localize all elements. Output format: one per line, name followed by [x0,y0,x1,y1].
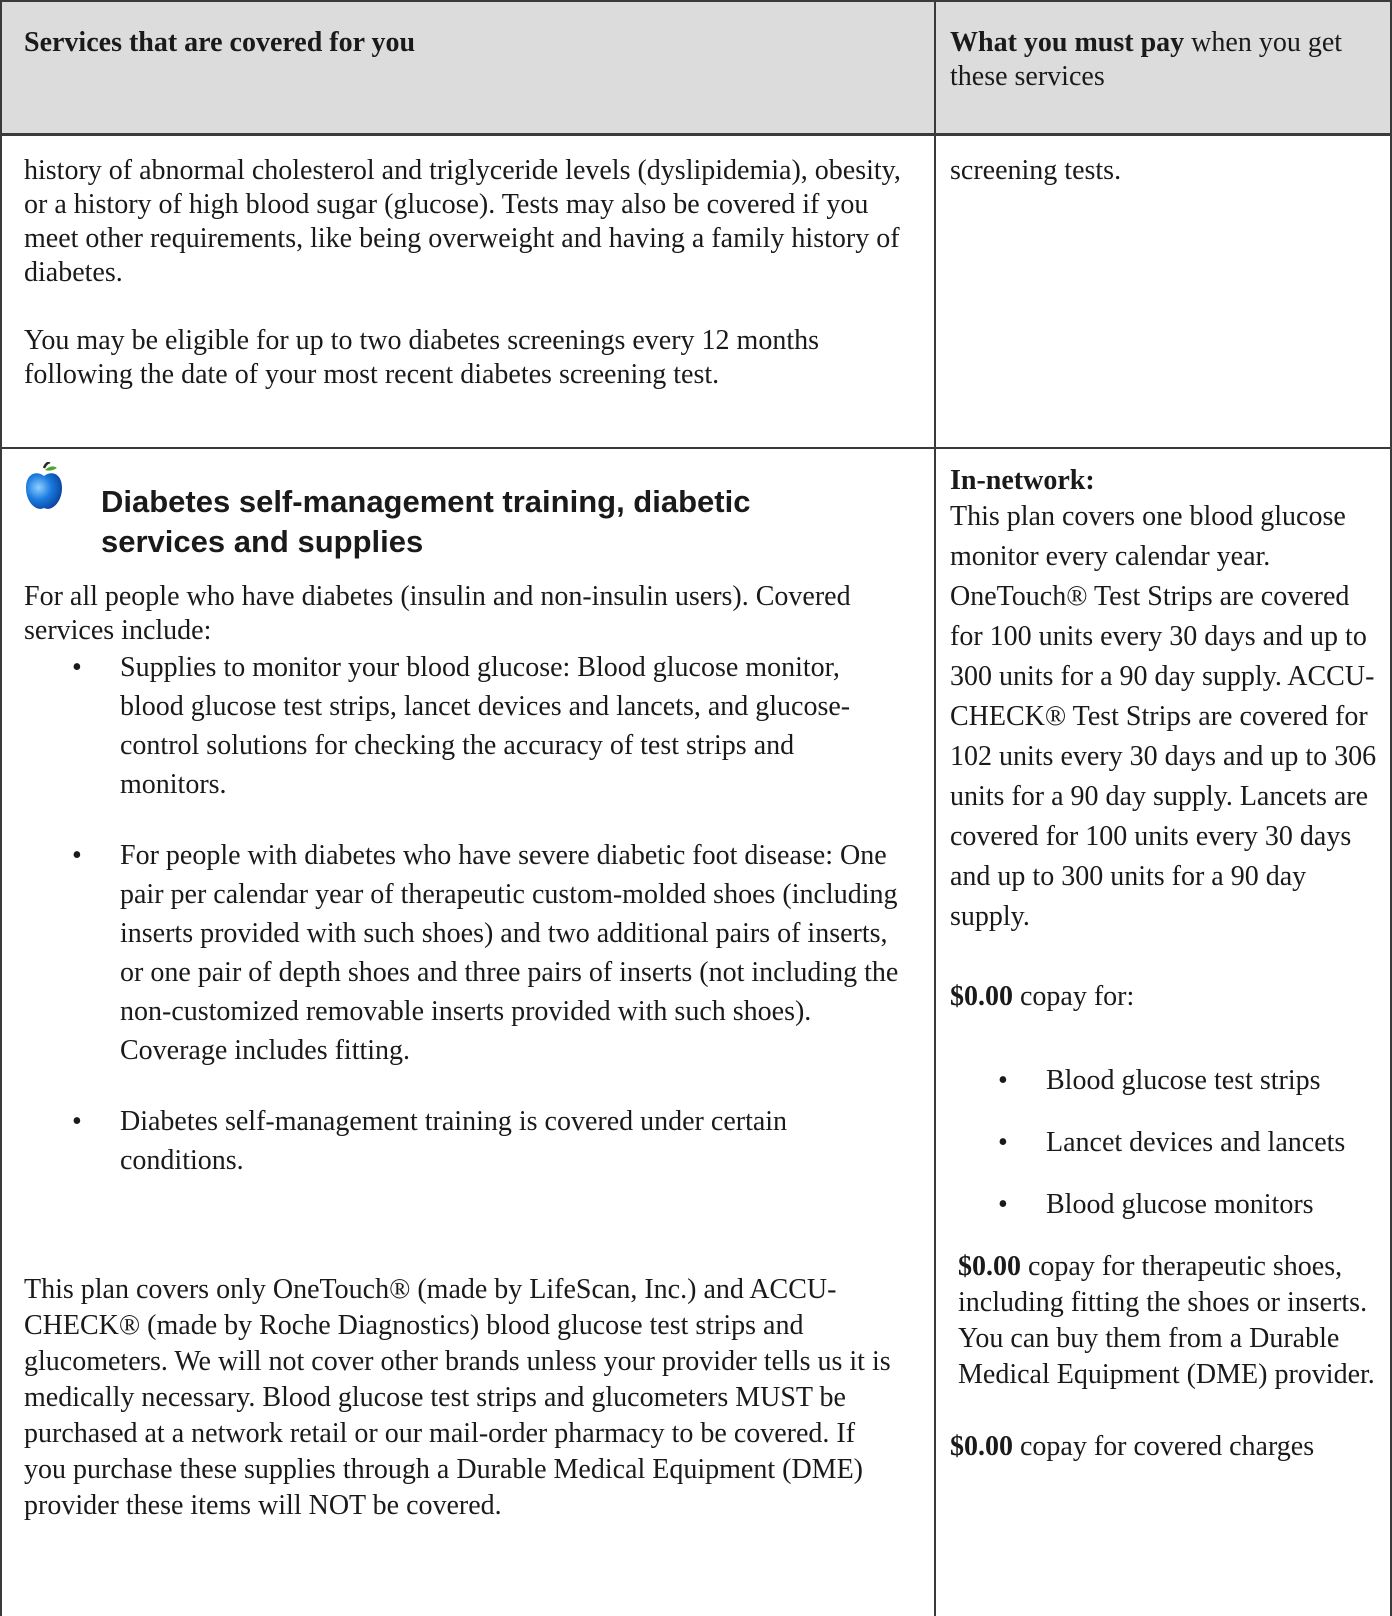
copay-item-list [950,1061,1380,1225]
copay-text: copay for: [1013,981,1135,1012]
bullet-dot: • [998,1065,1008,1096]
row2-intro: For all people who have diabetes (insulin and non-insulin users). Covered services include: [24,581,851,646]
copay-amount: $0.00 [958,1251,1021,1282]
copay-text: copay for therapeutic shoes, including fitting the shoes or inserts. You can buy them from a Durable Medical Equipment (DME) provider. [958,1251,1375,1390]
bullet-dot: • [72,840,82,871]
copay-item-text: Lancet devices and lancets [1046,1127,1346,1158]
copay-amount: $0.00 [950,981,1013,1012]
copay-item-text: Blood glucose monitors [1046,1189,1314,1220]
row1-paragraph-1: history of abnormal cholesterol and triglyceride levels (dyslipidemia), obesity, or a history of high blood sugar (glucose). Tests may also be covered if you meet other requirements, like being overweight and having a family history of diabetes. [24,155,901,288]
row2-right [950,465,1380,1465]
list-item [24,836,904,1070]
section-title: Diabetes self-management training, diabetic services and supplies [101,484,751,559]
column-divider [934,0,936,1616]
list-item [950,1123,1380,1163]
row2-left [24,580,914,1180]
copay-text: copay for covered charges [1013,1431,1315,1462]
header-pay-rest: when you get these services [950,27,1343,92]
header-services-label: Services that are covered for you [24,27,416,58]
copay-amount: $0.00 [950,1431,1013,1462]
bullet-text: Supplies to monitor your blood glucose: Blood glucose monitor, blood glucose test strips, lancet devices and lancets, and glucose-control solutions for checking the accuracy of test strips and monitors. [120,652,851,800]
copay-line-2 [950,1249,1380,1393]
list-item [24,1102,904,1180]
row1-left [24,154,914,392]
bullet-dot: • [998,1189,1008,1220]
table-left-border [0,0,2,1616]
copay-line-3 [950,1429,1380,1465]
copay-line-1 [950,977,1380,1017]
bullet-text: Diabetes self-management training is covered under certain conditions. [120,1106,788,1176]
header-pay-label [950,26,1380,94]
bullet-dot: • [72,652,82,683]
bullet-text: For people with diabetes who have severe diabetic foot disease: One pair per calendar year of therapeutic custom-molded shoes (including inserts provided with such shoes) and two additional pairs of inserts, or one pair of depth shoes and three pairs of inserts (not including the non-customized removable inserts provided with such shoes). Coverage includes fitting. [120,840,899,1066]
list-item [950,1185,1380,1225]
list-item [24,648,904,804]
header-pay-bold: What you must pay [950,27,1185,58]
row1-right: screening tests. [950,155,1122,186]
coverage-text: This plan covers one blood glucose monitor every calendar year. OneTouch® Test Strips are covered for 100 units every 30 days and up to 300 units for a 90 day supply. ACCU-CHECK® Test Strips are covered for 102 units every 30 days and up to 306 units for a 90 day supply. Lancets are covered for 100 units every 30 days and up to 300 units for a 90 day supply. [950,501,1377,932]
row2-bullet-list [24,648,904,1180]
apple-icon [24,462,64,512]
bullet-dot: • [998,1127,1008,1158]
copay-item-text: Blood glucose test strips [1046,1065,1321,1096]
list-item [950,1061,1380,1101]
brand-note: This plan covers only OneTouch® (made by LifeScan, Inc.) and ACCU-CHECK® (made by Roche Diagnostics) blood glucose test strips and glucometers. We will not cover other brands unless your provider tells us it is medically necessary. Blood glucose test strips and glucometers MUST be purchased at a network retail or our mail-order pharmacy to be covered. If you purchase these supplies through a Durable Medical Equipment (DME) provider these items will NOT be covered. [24,1274,891,1521]
bullet-dot: • [72,1106,82,1137]
row-divider [0,447,1392,449]
row1-paragraph-2: You may be eligible for up to two diabetes screenings every 12 months following the date of your most recent diabetes screening test. [24,325,820,390]
in-network-label: In-network: [950,465,1095,496]
